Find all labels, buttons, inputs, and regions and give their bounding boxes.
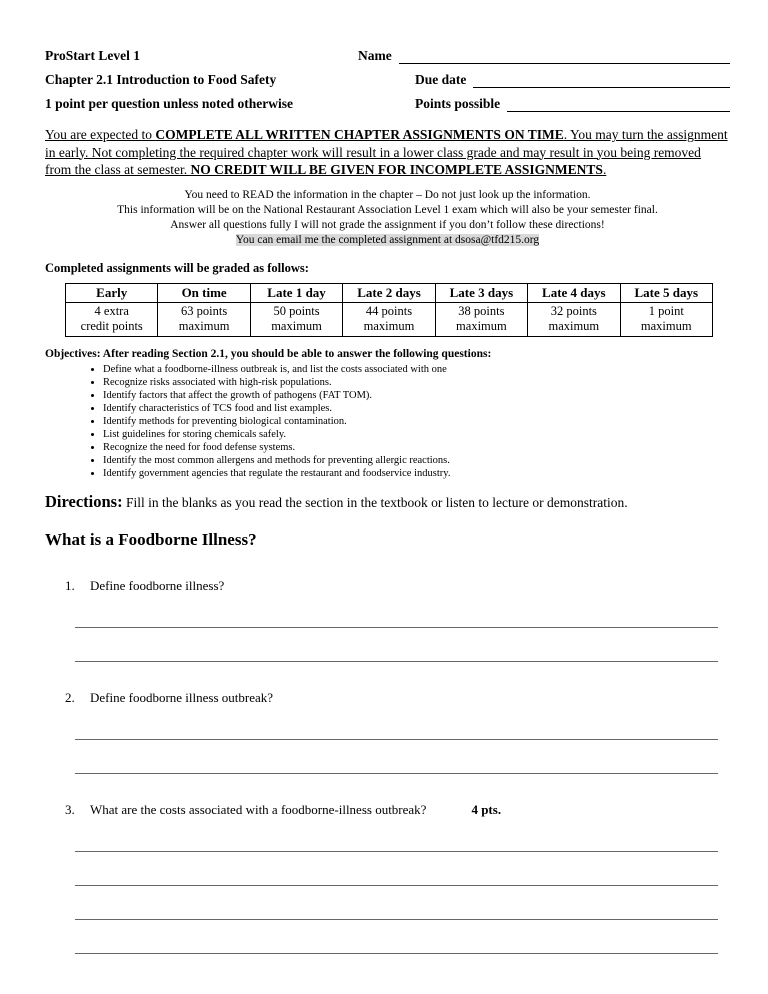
notice-segment: .	[602, 162, 607, 177]
objective-item: • List guidelines for storing chemicals safely.	[103, 428, 730, 441]
email-instruction-line	[45, 233, 730, 248]
header-row	[45, 96, 730, 112]
grading-table-cell: 38 points maximum	[435, 302, 527, 336]
grading-table-cell: 4 extra credit points	[66, 302, 158, 336]
question-text: Define foodborne illness?	[90, 577, 225, 593]
answer-blank[interactable]	[75, 852, 718, 886]
course-title: ProStart Level 1	[45, 48, 140, 63]
points-note: 1 point per question unless noted otherwise	[45, 96, 294, 111]
grading-table-header-cell: On time	[158, 283, 250, 302]
name-label: Name	[358, 48, 392, 63]
objectives-list	[45, 363, 730, 480]
points-possible-label: Points possible	[415, 96, 501, 111]
answer-blank[interactable]	[75, 920, 718, 954]
notice-segment-bold: NO CREDIT WILL BE GIVEN FOR INCOMPLETE ASSIGNMENTS	[190, 162, 603, 177]
instructions-block	[45, 188, 730, 248]
directions-paragraph	[45, 493, 730, 512]
instruction-line: You need to READ the information in the chapter – Do not just look up the information.	[184, 188, 591, 201]
name-field-line[interactable]	[399, 49, 730, 64]
email-highlight: You can email me the completed assignment at dsosa@tfd215.org	[235, 233, 540, 246]
question-item	[65, 690, 730, 706]
directions-label: Directions:	[45, 491, 123, 511]
grading-table-cell: 44 points maximum	[343, 302, 435, 336]
directions-text: Fill in the blanks as you read the section in the textbook or listen to lecture or demonstration.	[122, 494, 628, 510]
grading-intro: Completed assignments will be graded as follows:	[45, 260, 309, 275]
answer-blank[interactable]	[75, 628, 718, 662]
notice-segment: You are expected to	[45, 127, 156, 142]
question-number: 2.	[65, 689, 75, 705]
notice-segment: . You may turn the assignment in early. Not completing the required chapter work will result in a lower class grade and may result in you being removed from the class at semester.	[45, 127, 728, 177]
objective-item: • Identify methods for preventing biological contamination.	[103, 415, 730, 428]
answer-blank[interactable]	[75, 740, 718, 774]
grading-table-cell: 63 points maximum	[158, 302, 250, 336]
instruction-line: This information will be on the National Restaurant Association Level 1 exam which will also be your semester final.	[117, 203, 658, 216]
objective-item: • Identify the most common allergens and methods for preventing allergic reactions.	[103, 454, 730, 467]
answer-blanks	[75, 818, 718, 954]
grading-table-cell: 1 point maximum	[620, 302, 712, 336]
chapter-title: Chapter 2.1 Introduction to Food Safety	[45, 72, 277, 87]
grading-table-data-row	[66, 302, 713, 336]
question-points: 4 pts.	[471, 801, 502, 817]
grading-table-cell: 32 points maximum	[528, 302, 620, 336]
answer-blank[interactable]	[75, 594, 718, 628]
instruction-line: Answer all questions fully I will not grade the assignment if you don’t follow these directions!	[170, 218, 605, 231]
objective-item: • Identify factors that affect the growth of pathogens (FAT TOM).	[103, 389, 730, 402]
question-text: What are the costs associated with a foodborne-illness outbreak?	[90, 801, 427, 817]
grading-table-header-cell: Late 4 days	[528, 283, 620, 302]
late-policy-notice	[45, 126, 730, 179]
answer-blanks	[75, 706, 718, 774]
points-possible-field-line[interactable]	[507, 97, 730, 112]
question-number: 3.	[65, 801, 75, 817]
document-header	[45, 48, 730, 112]
answer-blank[interactable]	[75, 706, 718, 740]
grading-table-cell: 50 points maximum	[250, 302, 342, 336]
grading-table-header-cell: Late 5 days	[620, 283, 712, 302]
objective-item: • Identify government agencies that regulate the restaurant and foodservice industry.	[103, 467, 730, 480]
header-row	[45, 72, 730, 88]
grading-table	[65, 283, 713, 337]
grading-table-header-row	[66, 283, 713, 302]
objective-item: • Recognize the need for food defense systems.	[103, 441, 730, 454]
grading-table-header-cell: Late 1 day	[250, 283, 342, 302]
objective-item: • Identify characteristics of TCS food and list examples.	[103, 402, 730, 415]
question-number: 1.	[65, 577, 75, 593]
due-date-label: Due date	[415, 72, 467, 87]
answer-blank[interactable]	[75, 886, 718, 920]
grading-table-header-cell: Late 2 days	[343, 283, 435, 302]
section-heading: What is a Foodborne Illness?	[45, 529, 257, 549]
header-row	[45, 48, 730, 64]
answer-blank[interactable]	[75, 818, 718, 852]
question-item	[65, 802, 730, 818]
objective-item: • Recognize risks associated with high-risk populations.	[103, 376, 730, 389]
due-date-field-line[interactable]	[473, 73, 730, 88]
question-text: Define foodborne illness outbreak?	[90, 689, 274, 705]
question-item	[65, 578, 730, 594]
answer-blanks	[75, 594, 718, 662]
notice-segment-bold: COMPLETE ALL WRITTEN CHAPTER ASSIGNMENTS ON TIME	[155, 127, 564, 142]
objectives-title: Objectives: After reading Section 2.1, you should be able to answer the following questions:	[45, 347, 492, 360]
objective-item: • Define what a foodborne-illness outbreak is, and list the costs associated with one	[103, 363, 730, 376]
grading-table-header-cell: Early	[66, 283, 158, 302]
grading-table-header-cell: Late 3 days	[435, 283, 527, 302]
